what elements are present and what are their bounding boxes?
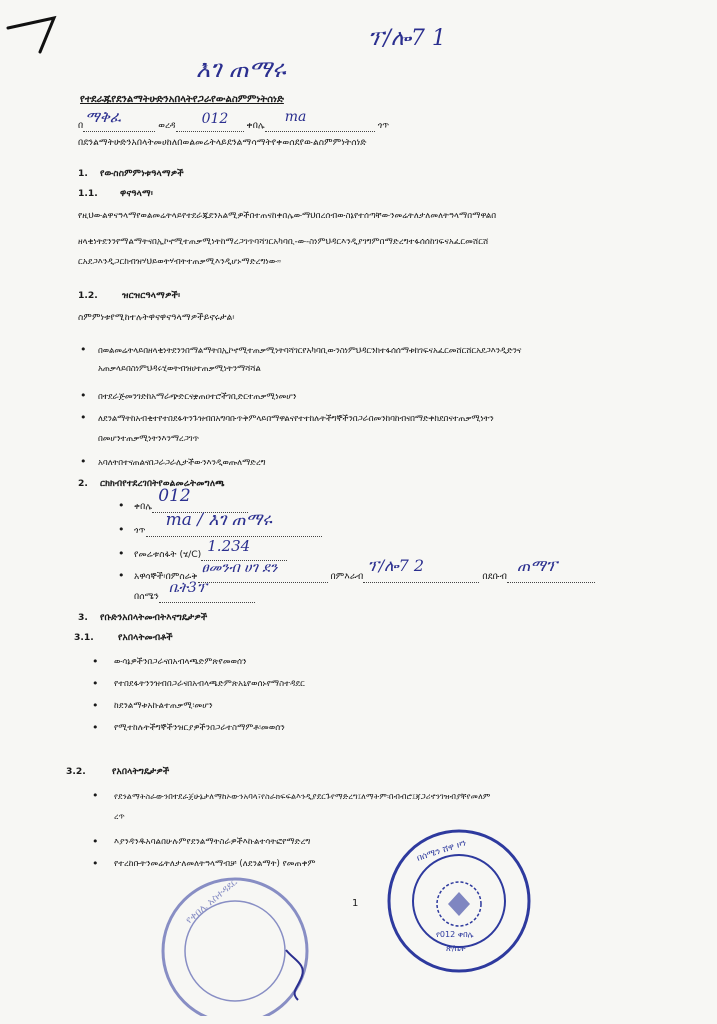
bullet: • <box>92 699 99 712</box>
intro-line-2: በደንልማትሁድንአበላትመሀከለበወልመሬትላይደንልማሳማትየቀወሰደየውልስምምነትሰነድ <box>78 137 367 148</box>
bullet: • <box>118 499 125 512</box>
bullet: • <box>92 677 99 690</box>
signature-left <box>276 940 326 1010</box>
bullet: • <box>118 569 125 582</box>
intro-prefix: በ <box>78 120 84 131</box>
field-north <box>134 580 255 603</box>
intro-suffix: ጎጥ <box>377 120 390 131</box>
field-kebele-label: ቀበሌ <box>134 501 153 512</box>
stamp-right-top-text: በሰሜን ሸዋ ዞን <box>415 838 468 864</box>
intro-place-hw: ማቅፈ <box>85 108 122 126</box>
section-1-2-bullet-3a: ለደንልማትከአብቂተየተበደፋትንጉዝብበአግባቡጥቅምላይበማዋልናየተተከሉትችግኞችንበጋራበመንከባከብናበማድቀከደበናተጠቃሚነትን <box>98 413 494 423</box>
section-3-1-bullet-4: የሚተከሉትችግኞችንዝርያዎችንበጋራተስማምቶ፡መወሰን <box>114 723 285 733</box>
intro-place-fill <box>83 108 155 132</box>
bullet: • <box>80 411 87 424</box>
intro-line <box>78 108 390 132</box>
field-east-label: አዋሳኞች፡በምስራቅ <box>134 571 198 582</box>
field-south-hw: ጠማፕ <box>517 556 557 575</box>
field-north-label: በሰሜን <box>134 591 159 602</box>
section-1-2-bullet-4: አባለትበተናጠልናበጋራጋራሊታችውንእንዲወጡለማድረግ <box>98 457 266 467</box>
section-3-1-bullet-3: ከደንልማቱአኩልተጠቃሚ፡መሆን <box>114 701 213 711</box>
section-3-2-number: 3.2. <box>66 766 86 777</box>
intro-kebele-fill <box>265 109 375 132</box>
field-got-hw: ma / እገ ጠማሩ <box>165 510 272 530</box>
section-3-1-bullet-2: የተበደፋትንንዝብበጋራናበአብላጫድምጽአኒየወሰኑየማስተዳደር <box>114 679 305 689</box>
bullet: • <box>118 547 125 560</box>
bullet: • <box>118 523 125 536</box>
intro-mid1: ወረዳ <box>158 120 176 131</box>
field-kebele-hw: 012 <box>158 486 191 506</box>
stamp-right-mid-text: የ012 ቀበሌ <box>436 930 474 939</box>
section-3-1-title: የአበላትመብቶች <box>118 632 173 643</box>
field-east-hw: ፀመንብ ሀገ ደን <box>201 560 278 576</box>
field-south-label: በደቡብ <box>482 571 508 582</box>
section-3-title: የቡድንአበላትመብትእናግዴታዎች <box>100 612 208 623</box>
section-3-2-bullet-3: የተረከቡትንመሬትለታለመለትዓላማብቻ (ለደንልማት) የመጠቀም <box>114 859 316 869</box>
field-got <box>134 510 322 537</box>
intro-kebele-hw: ma <box>284 109 307 125</box>
bullet: • <box>80 389 87 402</box>
stamp-left-ring-text: የቀበሌ አስተዳደር <box>183 876 240 927</box>
section-1-1-title: ዋናዓላማ፡ <box>120 188 153 199</box>
bullet: • <box>92 835 99 848</box>
section-3-2-bullet-1b: ረጥ <box>114 811 125 821</box>
section-1-1-para-line-2: ዘላቂነትደንንየማልማትናበኢኮኖሚተጠቃሚነትከማረጋገጥባሻገርአካባቢ-ው-ስነምህዳርእንዲያገግምበማድረግተፋሰሰከገፍናአፈርመሸርሸ <box>78 237 489 247</box>
intro-mid2: ቀበሌ <box>246 120 265 131</box>
header-name: እገ ጠማሩ <box>196 55 286 83</box>
bullet: • <box>92 857 99 870</box>
section-1-title: የውስስምምነቱዓላማዎች <box>100 168 184 179</box>
field-east-fill <box>198 560 328 583</box>
section-3-number: 3. <box>78 612 88 623</box>
bullet: • <box>92 789 99 802</box>
field-area-label: የመሬቱስፋት (ሄ/C) <box>134 549 202 560</box>
top-right-note: ፕ/ሎ7 1 <box>368 26 446 51</box>
section-1-1-para-line-1: የዚህውልዋናዓላማየወልመሬትላይየተደራጁደንአልሚዎችበተጠናከቀበሌውማህበረሰብውስኔየተሰጣቸውንመሬትለታለመለትዓላማበማዋልበ <box>78 211 497 221</box>
field-north-hw: ቤት3ፕ <box>168 580 207 596</box>
bullet: • <box>80 343 87 356</box>
section-3-2-bullet-2: እያንዳንዱአባልበሁሉምየደንልማትስራዎችእኩልተሳትፎየማድረግ <box>114 837 311 847</box>
section-2-title: ርክክብየተደረገበትየወልመሬትመግለጫ <box>100 478 225 489</box>
field-south-fill <box>507 556 595 583</box>
field-got-fill <box>146 510 322 537</box>
field-west-hw: ፕ/ሎ7 2 <box>367 556 425 575</box>
bullet: • <box>92 655 99 668</box>
section-3-1-bullet-1: ውሳኔዎችንበጋራናበአብላጫድምጽየመወሰን <box>114 657 247 667</box>
section-1-2-number: 1.2. <box>78 290 98 301</box>
section-1-1-number: 1.1. <box>78 188 98 199</box>
stamp-right-bottom-text: ጽ/ቤት <box>446 944 466 953</box>
section-3-2-title: የአበላትግዴታዎች <box>112 766 170 777</box>
bullet: • <box>80 455 87 468</box>
corner-mark-seven <box>4 10 66 56</box>
section-3-1-number: 3.1. <box>74 632 94 643</box>
section-2-number: 2. <box>78 478 88 489</box>
section-1-2-bullet-2: በተደራጅመንገድከአማራጭድርናቋጠዐተሮችገቢድርተጠቃሚነመሆን <box>98 391 297 401</box>
section-3-2-bullet-1a: የደንልማትስራውንበተደራጀሁኔታለማከኦውንአባላ፣የስራክፍፍልእንዲያደርጉየማድረግ፤ለማትም፡በብብሮ፤ጃጋሪኖንገዝብያቸየመለም <box>114 791 491 801</box>
section-1-2-bullet-3b: በመሆንተጠቃሚነትንእንማረጋገጥ <box>98 433 199 443</box>
section-1-2-intro: ስምምነቱየሚከተሉትዋናዋናዓላማዎችይኖሩታል፡ <box>78 312 235 323</box>
section-1-2-bullet-1b: አጠቃላይበስነምህዳሩሂወትብዝሀተጠቃሚነትንማሻሻል <box>98 363 261 373</box>
intro-woreda-fill <box>176 111 244 132</box>
page-number: 1 <box>352 898 359 909</box>
field-west-label: በምእራብ <box>330 571 364 582</box>
bullet: • <box>92 721 99 734</box>
section-1-2-title: ዝርዝርዓላማዎች፡ <box>122 290 181 301</box>
section-1-1-para-line-3: ርአደጋእንዲጋርከብዝሃህይወትሃብትተጠቃሚእንዲሆኑማድረግነው። <box>78 257 282 267</box>
section-1-2-bullet-1a: በወልመሬትላይበዘላቂነትደንንበማልማትበኢኮኖሚተጠቃሚነትባሻገርየአካባቢውንስነምህዳርንከተፋሰሰማቱከገፍናአፈርመሸርሸርአደጋእንዲድንና <box>98 345 522 355</box>
field-got-label: ጎጥ <box>134 525 146 536</box>
document-title: የተደራጁየደንልማትሁድንአበላትየጋራየውልስምምነትሰነድ <box>80 94 284 105</box>
official-stamp-right <box>384 826 534 976</box>
field-west-fill <box>363 556 479 583</box>
section-1-number: 1. <box>78 168 88 179</box>
intro-woreda-hw: 012 <box>201 111 229 127</box>
field-area-hw: 1.234 <box>207 537 251 555</box>
field-north-fill <box>159 580 255 603</box>
